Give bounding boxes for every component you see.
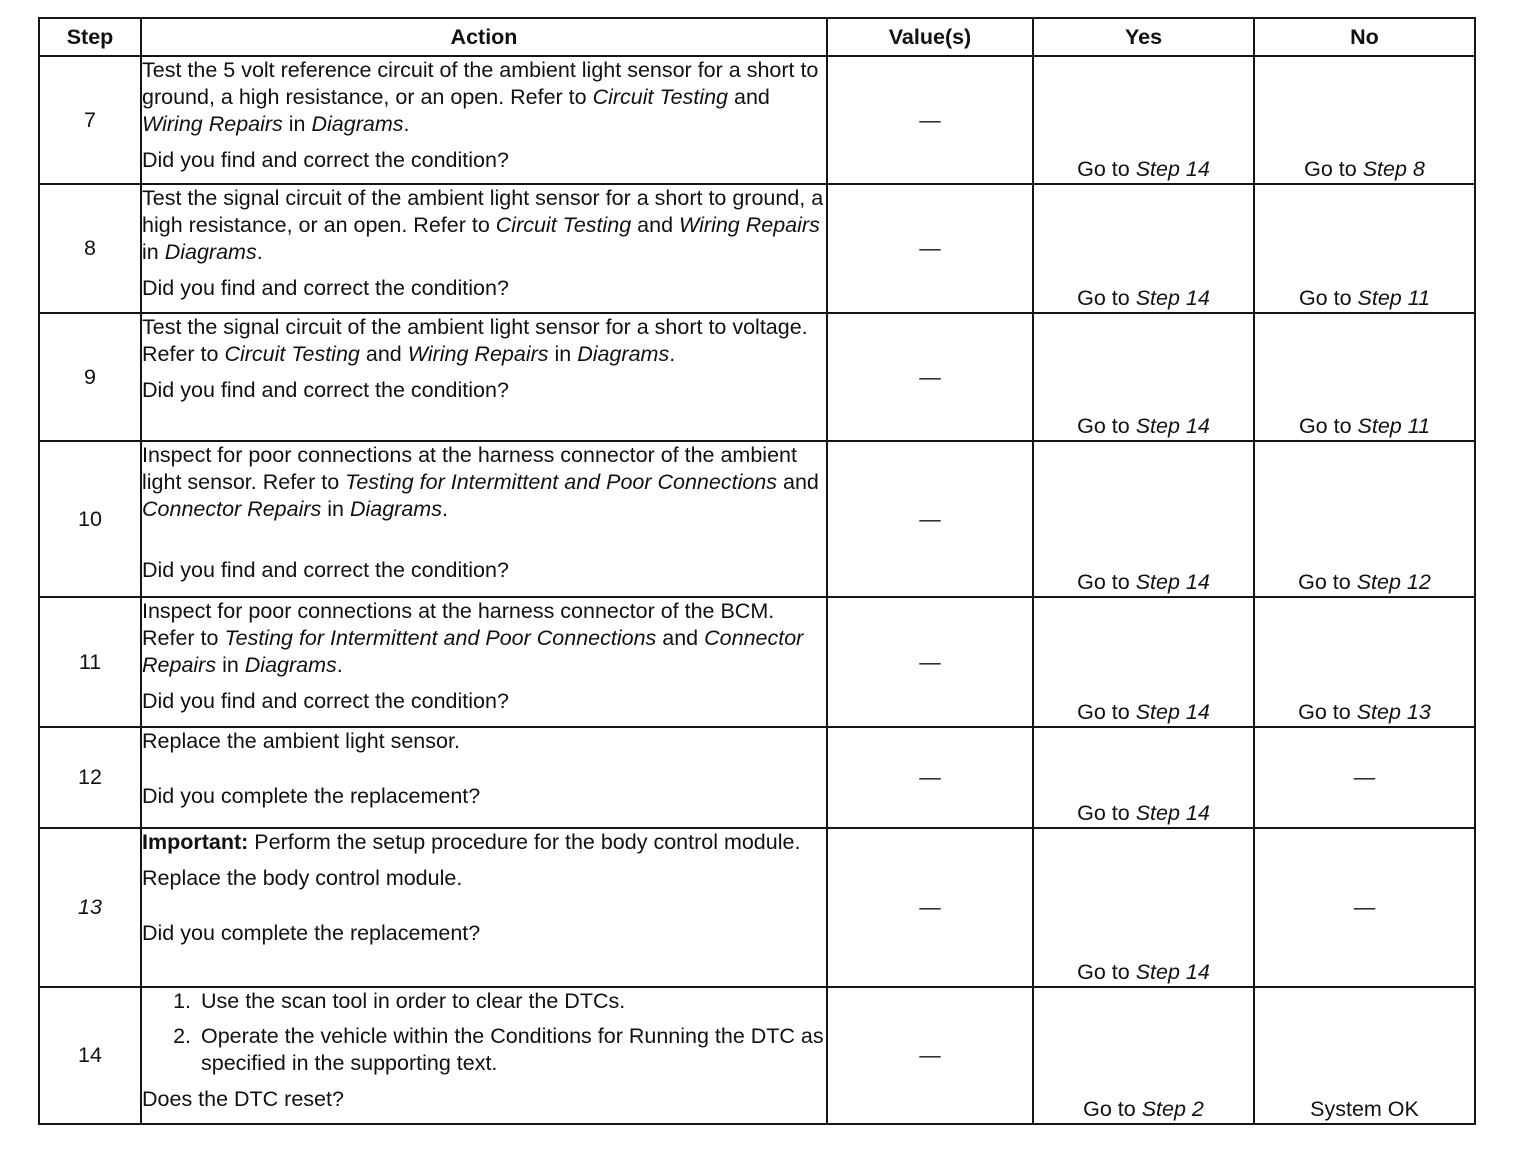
action-question: Did you find and correct the condition? [142, 378, 509, 402]
no-cell[interactable]: Go to Step 8 [1254, 56, 1475, 184]
yes-cell[interactable]: Go to Step 14 [1033, 313, 1254, 441]
action-text: Test the signal circuit of the ambient light sensor for a short to ground, a high resistance, or an open. Refer to Circuit Testing and Wiring Repairs in Diagrams. [142, 186, 824, 264]
diagnostic-table [38, 17, 1476, 1125]
value-cell: — [827, 597, 1033, 727]
yes-cell[interactable]: Go to Step 14 [1033, 441, 1254, 597]
action-cell [141, 597, 827, 727]
table-row-step-14 [39, 987, 1475, 1124]
value-cell: — [827, 828, 1033, 987]
table-row-step-11 [39, 597, 1475, 727]
value-cell: — [827, 184, 1033, 313]
no-cell[interactable]: Go to Step 11 [1254, 313, 1475, 441]
step-link[interactable]: Step 14 [1135, 157, 1210, 181]
no-cell[interactable]: Go to Step 11 [1254, 184, 1475, 313]
table-row-step-10 [39, 441, 1475, 597]
step-link[interactable]: Step 14 [1135, 700, 1210, 724]
step-number: 13 [39, 828, 141, 987]
action-text: Test the signal circuit of the ambient light sensor for a short to voltage. Refer to Circuit Testing and Wiring Repairs in Diagrams. [142, 315, 808, 366]
value-cell: — [827, 727, 1033, 828]
step-link[interactable]: Step 14 [1135, 570, 1210, 594]
action-text: Inspect for poor connections at the harness connector of the ambient light sensor. Refer to Testing for Intermittent and Poor Connections and Connector Repairs in Diagrams. [142, 443, 819, 521]
header-row [39, 18, 1475, 56]
value-cell: — [827, 441, 1033, 597]
action-text: Inspect for poor connections at the harness connector of the BCM. Refer to Testing for Intermittent and Poor Connections and Connector Repairs in Diagrams. [142, 599, 804, 677]
header-values: Value(s) [827, 18, 1033, 56]
step-number: 11 [39, 597, 141, 727]
action-cell [141, 56, 827, 184]
action-question: Did you find and correct the condition? [142, 148, 509, 172]
header-step: Step [39, 18, 141, 56]
no-cell: — [1254, 727, 1475, 828]
header-no: No [1254, 18, 1475, 56]
action-text: Replace the ambient light sensor. [142, 729, 460, 753]
no-cell[interactable]: Go to Step 12 [1254, 441, 1475, 597]
action-cell [141, 828, 827, 987]
action-question: Did you find and correct the condition? [142, 558, 509, 582]
step-link[interactable]: Step 14 [1135, 414, 1210, 438]
table-row-step-7 [39, 56, 1475, 184]
important-note: Important: Perform the setup procedure for the body control module. [142, 830, 801, 854]
no-cell: System OK [1254, 987, 1475, 1124]
value-cell: — [827, 56, 1033, 184]
step-number: 10 [39, 441, 141, 597]
action-cell [141, 727, 827, 828]
yes-cell[interactable]: Go to Step 14 [1033, 828, 1254, 987]
list-item: 1. Use the scan tool in order to clear the DTCs. [197, 988, 826, 1015]
step-number: 8 [39, 184, 141, 313]
value-cell: — [827, 313, 1033, 441]
action-cell [141, 184, 827, 313]
yes-cell[interactable]: Go to Step 2 [1033, 987, 1254, 1124]
action-question: Did you find and correct the condition? [142, 689, 509, 713]
no-cell[interactable]: Go to Step 13 [1254, 597, 1475, 727]
step-number: 14 [39, 987, 141, 1124]
step-link[interactable]: Step 12 [1356, 570, 1431, 594]
step-link[interactable]: Step 8 [1362, 157, 1425, 181]
step-link[interactable]: Step 13 [1356, 700, 1431, 724]
step-number: 12 [39, 727, 141, 828]
step-link[interactable]: Step 14 [1135, 286, 1210, 310]
header-yes: Yes [1033, 18, 1254, 56]
step-link[interactable]: Step 11 [1357, 414, 1431, 438]
action-text: Replace the body control module. [142, 866, 463, 890]
action-cell [141, 987, 827, 1124]
action-cell [141, 313, 827, 441]
value-cell: — [827, 987, 1033, 1124]
step-number: 9 [39, 313, 141, 441]
table-row-step-8 [39, 184, 1475, 313]
yes-cell[interactable]: Go to Step 14 [1033, 597, 1254, 727]
action-question: Did you complete the replacement? [142, 921, 481, 945]
step-link[interactable]: Step 11 [1357, 286, 1431, 310]
action-question: Did you complete the replacement? [142, 784, 481, 808]
action-question: Does the DTC reset? [142, 1087, 344, 1111]
step-number: 7 [39, 56, 141, 184]
action-text: Test the 5 volt reference circuit of the ambient light sensor for a short to ground, a high resistance, or an open. Refer to Circuit Testing and Wiring Repairs in Diagrams. [142, 58, 819, 136]
yes-cell[interactable]: Go to Step 14 [1033, 727, 1254, 828]
yes-cell[interactable]: Go to Step 14 [1033, 56, 1254, 184]
action-cell [141, 441, 827, 597]
table-row-step-9 [39, 313, 1475, 441]
yes-cell[interactable]: Go to Step 14 [1033, 184, 1254, 313]
important-label: Important: [142, 830, 249, 854]
no-cell: — [1254, 828, 1475, 987]
list-item: 2. Operate the vehicle within the Conditions for Running the DTC as specified in the supporting text. [197, 1023, 826, 1077]
table-row-step-13 [39, 828, 1475, 987]
step-link[interactable]: Step 2 [1141, 1097, 1204, 1121]
table-row-step-12 [39, 727, 1475, 828]
step-link[interactable]: Step 14 [1135, 960, 1210, 984]
action-question: Did you find and correct the condition? [142, 276, 509, 300]
header-action: Action [141, 18, 827, 56]
step-link[interactable]: Step 14 [1135, 801, 1210, 825]
action-steps-list [142, 988, 826, 1077]
